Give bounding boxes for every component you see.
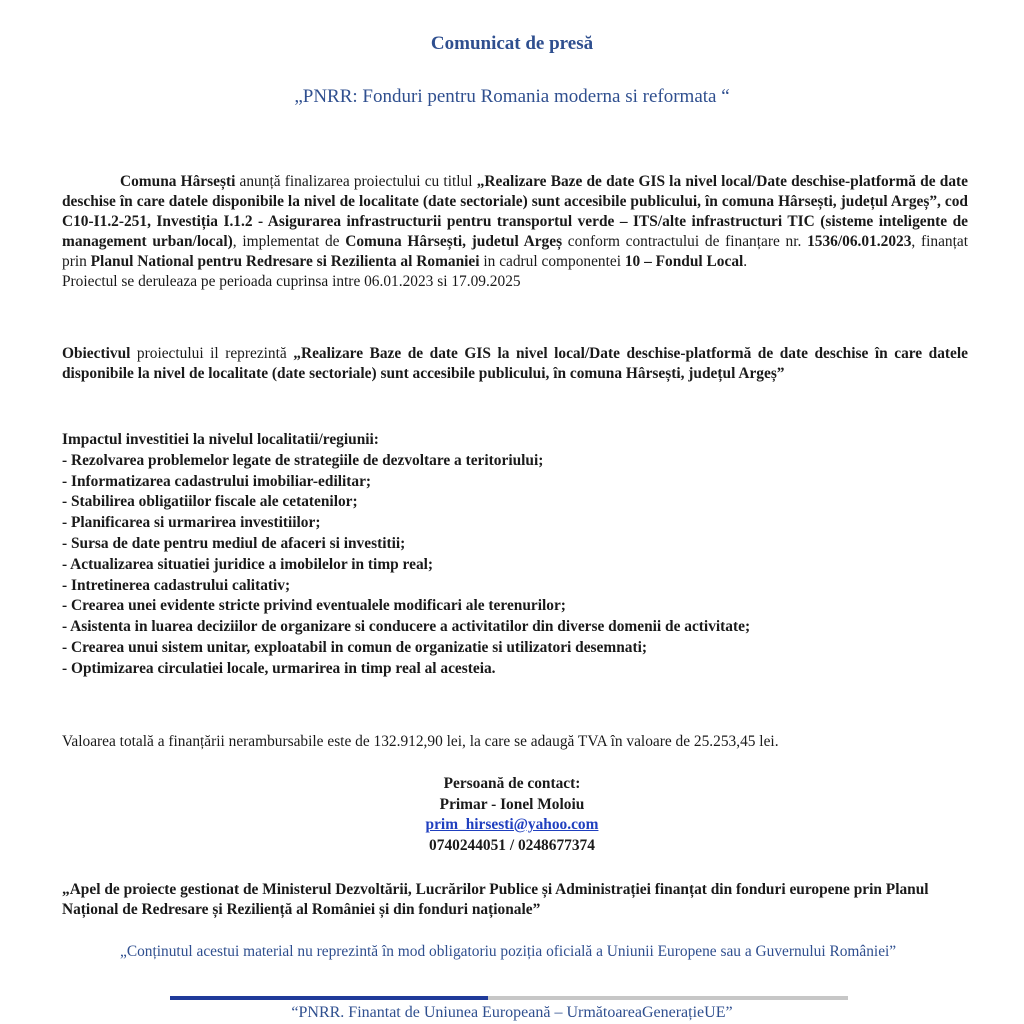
impact-item: - Asistenta in luarea deciziilor de organizare si conducere a activitatilor din diverse domenii de activitate; <box>62 618 751 636</box>
footer-bar-gray <box>488 996 848 1000</box>
intro-paragraph <box>62 172 968 292</box>
intro-text-4: , finanțat prin <box>62 233 968 270</box>
intro-text-1: anunță finalizarea proiectului cu titlul <box>235 173 477 190</box>
intro-plan: Planul National pentru Redresare si Rezilienta al Romaniei <box>90 253 480 270</box>
impact-item: - Rezolvarea problemelor legate de strategiile de dezvoltare a teritoriului; <box>62 451 544 469</box>
impact-item: - Crearea unei evidente stricte privind eventualele modificari ale terenurilor; <box>62 597 566 615</box>
page-title: Comunicat de presă <box>430 33 594 54</box>
intro-text-3: conform contractului de finanțare nr. <box>562 233 808 250</box>
impact-item: - Stabilirea obligatiilor fiscale ale cetatenilor; <box>62 493 358 511</box>
intro-text-6: . <box>743 253 748 270</box>
objective-title: „Realizare Baze de date GIS la nivel local/Date deschise-platformă de date deschise în care datele disponibile la nivel de localitate (date sectoriale) sunt accesibile publicului, în comuna Hârsești, județul Argeș” <box>62 345 968 382</box>
impact-item: - Intretinerea cadastrului calitativ; <box>62 576 291 594</box>
contact-label: Persoană de contact: <box>443 775 581 792</box>
footer-bar-blue <box>170 996 488 1000</box>
contact-phones: 0740244051 / 0248677374 <box>429 836 595 854</box>
impact-list <box>62 451 968 680</box>
objective-paragraph <box>62 344 968 384</box>
contact-name: Primar - Ionel Moloiu <box>439 795 585 813</box>
impact-item: - Optimizarea circulatiei locale, urmarirea in timp real al acesteia. <box>62 659 496 677</box>
disclaimer: „Conținutul acestui material nu reprezintă în mod obligatoriu poziția oficială a Uniunii Europene sau a Guvernului României” <box>120 943 897 960</box>
objective-label: Obiectivul <box>62 345 131 362</box>
impact-item: - Sursa de date pentru mediul de afaceri si investitii; <box>62 534 406 552</box>
intro-project-title: „Realizare Baze de date GIS la nivel local/Date deschise-platformă de date deschise în care datele disponibile la nivel de localitate (date sectoriale) sunt accesibile publicului, în comuna Hârsești, județul Argeș”, cod C10-I1.2-251, Investiția I.1.2 - Asigurarea infrastructurii pentru transportul verde – ITS/alte infrastructuri TIC (sisteme inteligente de management urban/local) <box>62 173 968 250</box>
intro-component: 10 – Fondul Local <box>624 253 744 270</box>
contact-block <box>0 774 1024 856</box>
intro-contract-number: 1536/06.01.2023 <box>807 233 912 250</box>
intro-implementer: Comuna Hârsești, judetul Argeș <box>345 233 563 250</box>
funding-value: Valoarea totală a finanțării nerambursabile este de 132.912,90 lei, la care se adaugă TVA în valoare de 25.253,45 lei. <box>62 733 779 750</box>
intro-text-5: in cadrul componentei <box>479 253 625 270</box>
impact-item: - Crearea unui sistem unitar, exploatabil in comun de organizatie si utilizatori desemnati; <box>62 638 647 656</box>
footer-text: “PNRR. Finantat de Uniunea Europeană – UrmătoareaGenerațieUE” <box>291 1004 733 1021</box>
impact-item: - Actualizarea situatiei juridice a imobilelor in timp real; <box>62 555 434 573</box>
impact-item: - Planificarea si urmarirea investitiilor; <box>62 514 321 532</box>
call-for-projects: „Apel de proiecte gestionat de Ministerul Dezvoltării, Lucrărilor Publice și Administrației finanțat din fonduri europene prin Planul Național de Redresare și Reziliență al României și din fonduri naționale” <box>62 881 929 918</box>
intro-period: Proiectul se deruleaza pe perioada cuprinsa intre 06.01.2023 si 17.09.2025 <box>62 273 521 290</box>
impact-section <box>62 430 968 680</box>
impact-heading: Impactul investitiei la nivelul localitatii/regiunii: <box>62 431 379 448</box>
contact-email-link[interactable]: prim_hirsesti@yahoo.com <box>425 816 599 833</box>
intro-commune: Comuna Hârsești <box>120 173 236 190</box>
intro-text-2: , implementat de <box>232 233 346 250</box>
impact-item: - Informatizarea cadastrului imobiliar-edilitar; <box>62 472 372 490</box>
page-subtitle: „PNRR: Fonduri pentru Romania moderna si reformata “ <box>294 86 730 107</box>
objective-text: proiectului il reprezintă <box>130 345 294 362</box>
